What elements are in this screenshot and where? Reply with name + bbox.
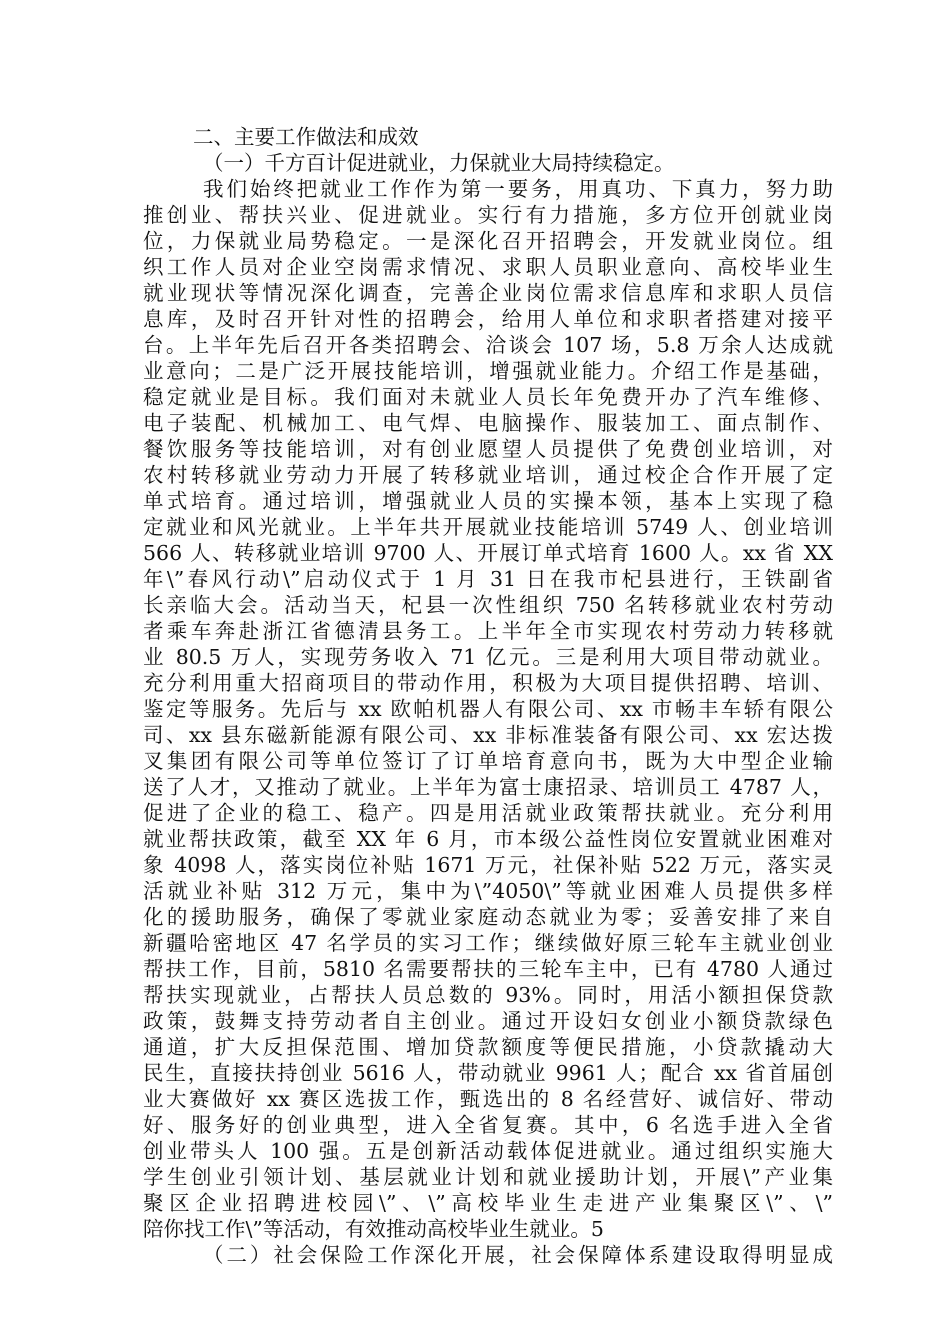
section-heading: 二、主要工作做法和成效 (193, 125, 419, 149)
paragraph-line: 充分利用重大招商项目的带动作用，积极为大项目提供招聘、培训、 (143, 671, 833, 695)
paragraph-line: 台。上半年先后召开各类招聘会、洽谈会 107 场，5.8 万余人达成就 (143, 333, 833, 357)
paragraph-line: 推创业、帮扶兴业、促进就业。实行有力措施，多方位开创就业岗 (143, 203, 833, 227)
document-body (143, 124, 833, 1268)
paragraph-line: 象 4098 人，落实岗位补贴 1671 万元，社保补贴 522 万元，落实灵 (143, 853, 833, 877)
paragraph-line: 民生，直接扶持创业 5616 人，带动就业 9961 人；配合 xx 省首届创 (143, 1061, 833, 1085)
paragraph-line: 帮扶工作，目前，5810 名需要帮扶的三轮车主中，已有 4780 人通过 (143, 957, 833, 981)
paragraph-line: 送了人才，又推动了就业。上半年为富士康招录、培训员工 4787 人， (143, 775, 833, 799)
paragraph-line: 餐饮服务等技能培训，对有创业愿望人员提供了免费创业培训，对 (143, 437, 833, 461)
paragraph-line: 息库，及时召开针对性的招聘会，给用人单位和求职者搭建对接平 (143, 307, 833, 331)
paragraph-line: 司、xx 县东磁新能源有限公司、xx 非标准装备有限公司、xx 宏达拨 (143, 723, 833, 747)
paragraph-line: 化的援助服务，确保了零就业家庭动态就业为零；妥善安排了来自 (143, 905, 833, 929)
paragraph-line: 农村转移就业劳动力开展了转移就业培训，通过校企合作开展了定 (143, 463, 833, 487)
paragraph-line: 就业现状等情况深化调查，完善企业岗位需求信息库和求职人员信 (143, 281, 833, 305)
paragraph-line: 业意向；二是广泛开展技能培训，增强就业能力。介绍工作是基础， (143, 359, 833, 383)
paragraph-line: 566 人、转移就业培训 9700 人、开展订单式培育 1600 人。xx 省 XX (143, 541, 833, 565)
paragraph-line: 业大赛做好 xx 赛区选拔工作，甄选出的 8 名经营好、诚信好、带动 (143, 1087, 833, 1111)
paragraph-line: 创业带头人 100 强。五是创新活动载体促进就业。通过组织实施大 (143, 1139, 833, 1163)
paragraph-line: 叉集团有限公司等单位签订了订单培育意向书，既为大中型企业输 (143, 749, 833, 773)
paragraph (143, 176, 833, 1242)
paragraph-line: 单式培育。通过培训，增强就业人员的实操本领，基本上实现了稳 (143, 489, 833, 513)
paragraph-line: 我们始终把就业工作作为第一要务，用真功、下真力，努力助 (203, 177, 833, 201)
paragraph-line: 陪你找工作\”等活动，有效推动高校毕业生就业。5 (143, 1217, 604, 1241)
paragraph-line: 织工作人员对企业空岗需求情况、求职人员职业意向、高校毕业生 (143, 255, 833, 279)
paragraph-line: 帮扶实现就业，占帮扶人员总数的 93%。同时，用活小额担保贷款 (143, 983, 833, 1007)
paragraph-line: 定就业和风光就业。上半年共开展就业技能培训 5749 人、创业培训 (143, 515, 833, 539)
paragraph-line: 位，力保就业局势稳定。一是深化召开招聘会，开发就业岗位。组 (143, 229, 833, 253)
paragraph-line: 通道，扩大反担保范围、增加贷款额度等便民措施，小贷款撬动大 (143, 1035, 833, 1059)
paragraph-line: 好、服务好的创业典型，进入全省复赛。其中，6 名选手进入全省 (143, 1113, 833, 1137)
paragraph-line: 长亲临大会。活动当天，杞县一次性组织 750 名转移就业农村劳动 (143, 593, 833, 617)
paragraph-line: 政策，鼓舞支持劳动者自主创业。通过开设妇女创业小额贷款绿色 (143, 1009, 833, 1033)
subsection-heading-2: （二）社会保险工作深化开展，社会保障体系建设取得明显成 (203, 1243, 833, 1267)
paragraph-line: 新疆哈密地区 47 名学员的实习工作；继续做好原三轮车主就业创业 (143, 931, 833, 955)
paragraph-line: 学生创业引领计划、基层就业计划和就业援助计划，开展\”产业集 (143, 1165, 833, 1189)
paragraph-line: 活就业补贴 312 万元，集中为\”4050\”等就业困难人员提供多样 (143, 879, 833, 903)
paragraph-line: 年\”春风行动\”启动仪式于 1 月 31 日在我市杞县进行，王铁副省 (143, 567, 833, 591)
subsection-heading-1: （一）千方百计促进就业，力保就业大局持续稳定。 (203, 151, 675, 175)
paragraph-line: 促进了企业的稳工、稳产。四是用活就业政策帮扶就业。充分利用 (143, 801, 833, 825)
paragraph-line: 鉴定等服务。先后与 xx 欧帕机器人有限公司、xx 市畅丰车轿有限公 (143, 697, 833, 721)
paragraph-line: 业 80.5 万人，实现劳务收入 71 亿元。三是利用大项目带动就业。 (143, 645, 833, 669)
paragraph-line: 稳定就业是目标。我们面对未就业人员长年免费开办了汽车维修、 (143, 385, 833, 409)
paragraph-line: 就业帮扶政策，截至 XX 年 6 月，市本级公益性岗位安置就业困难对 (143, 827, 833, 851)
paragraph-line: 者乘车奔赴浙江省德清县务工。上半年全市实现农村劳动力转移就 (143, 619, 833, 643)
paragraph-line: 聚区企业招聘进校园\”、\”高校毕业生走进产业集聚区\”、\” (143, 1191, 833, 1215)
paragraph-line: 电子装配、机械加工、电气焊、电脑操作、服装加工、面点制作、 (143, 411, 833, 435)
